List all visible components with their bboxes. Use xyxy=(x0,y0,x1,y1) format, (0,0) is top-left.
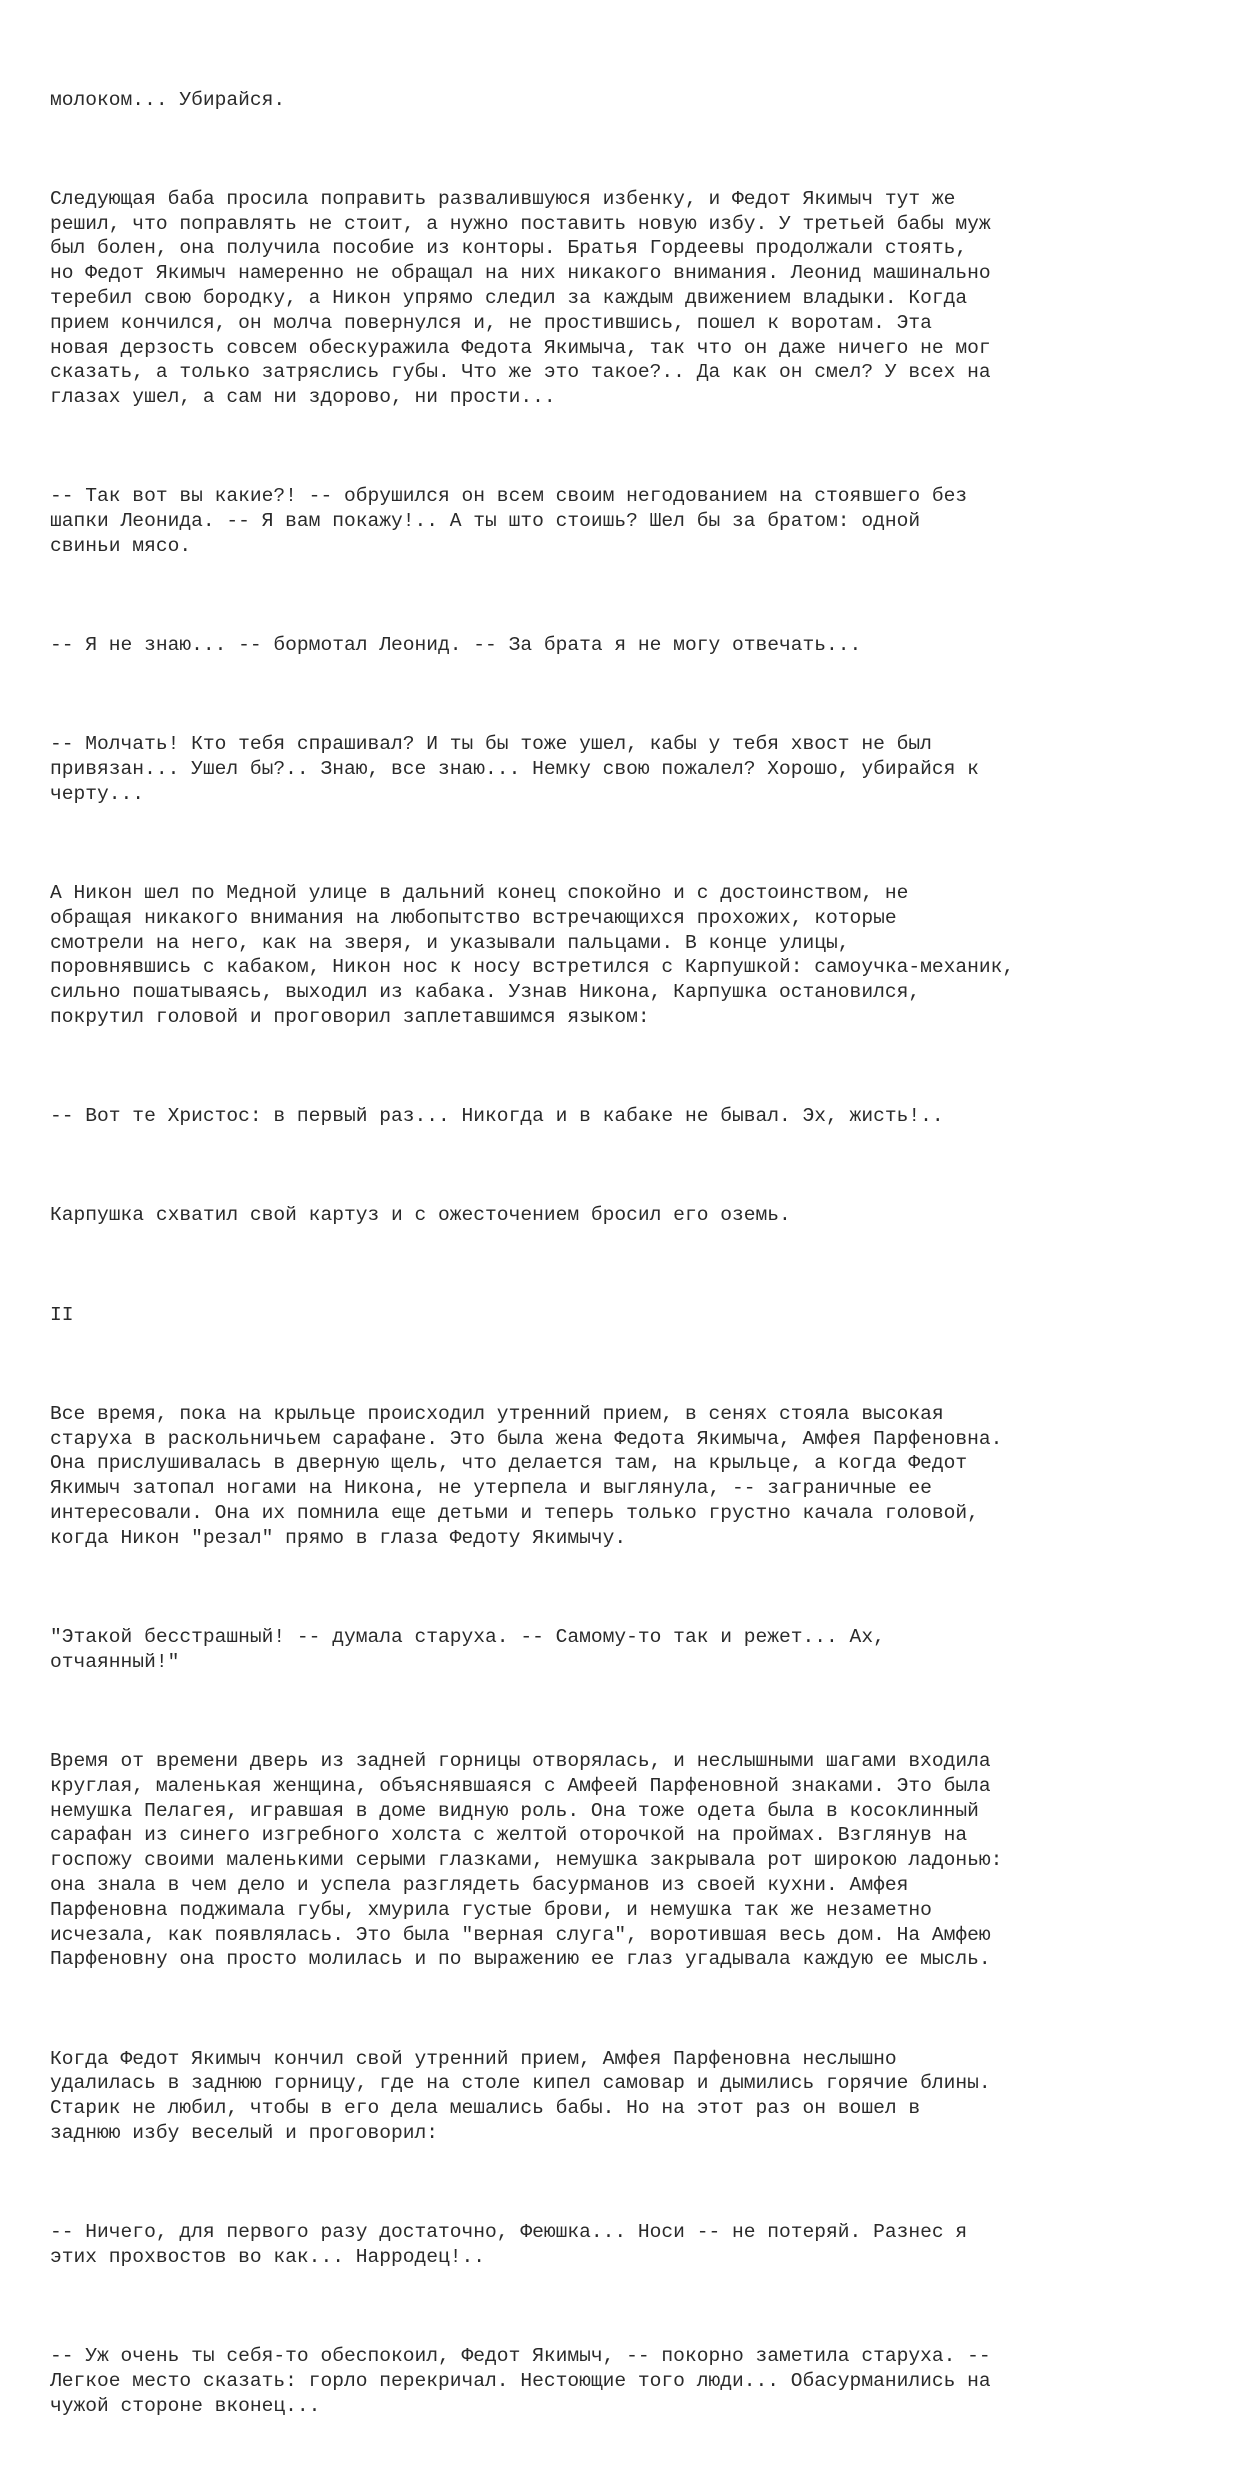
paragraph-14: -- Ничего, для первого разу достаточно, Феюшка... Носи -- не потеряй. Разнес я этих прохвостов во как... Нарродец!.. xyxy=(50,2221,968,2268)
paragraph-4: -- Я не знаю... -- бормотал Леонид. -- За брата я не могу отвечать... xyxy=(50,634,862,657)
paragraph-15: -- Уж очень ты себя-то обеспокоил, Федот Якимыч, -- покорно заметила старуха. -- Легкое место сказать: горло перекричал. Нестоющие того люди... Обасурманились на чужой стороне вконец... xyxy=(50,2345,991,2417)
paragraph-6: А Никон шел по Медной улице в дальний конец спокойно и с достоинством, не обращая никакого внимания на любопытство встречающихся прохожих, которые смотрели на него, как на зверя, и указывали пальцами. В конце улицы, поровнявшись с кабаком, Никон нос к носу встретился с Карпушкой: самоучка-механик, сильно пошатываясь, выходил из кабака. Узнав Никона, Карпушка остановился, покрутил головой и проговорил заплетавшимся языком: xyxy=(50,882,1015,1029)
paragraph-10: Все время, пока на крыльце происходил утренний прием, в сенях стояла высокая старуха в раскольничьем сарафане. Это была жена Федота Якимыча, Амфея Парфеновна. Она прислушивалась в дверную щель, что делается там, на крыльце, а когда Федот Якимыч затопал ногами на Никона, не утерпела и выглянула, -- заграничные ее интересовали. Она их помнила еще детьми и теперь только грустно качала головой, когда Никон "резал" прямо в глаза Федоту Якимычу. xyxy=(50,1402,1003,1549)
paragraph-5: -- Молчать! Кто тебя спрашивал? И ты бы тоже ушел, кабы у тебя хвост не был привязан... Ушел бы?.. Знаю, все знаю... Немку свою пожалел? Хорошо, убирайся к черту... xyxy=(50,733,979,805)
paragraph-13: Когда Федот Якимыч кончил свой утренний прием, Амфея Парфеновна неслышно удалилась в заднюю горницу, где на столе кипел самовар и дымились горячие блины. Старик не любил, чтобы в его дела мешались бабы. Но на этот раз он вошел в заднюю избу веселый и проговорил: xyxy=(50,2047,991,2144)
paragraph-11: "Этакой бесстрашный! -- думала старуха. -- Самому-то так и режет... Ах, отчаянный!" xyxy=(50,1626,885,1673)
document-page xyxy=(50,38,1200,2468)
chapter-heading: II xyxy=(50,1303,74,1326)
paragraph-2: Следующая баба просила поправить развалившуюся избенку, и Федот Якимыч тут же решил, что поправлять не стоит, а нужно поставить новую избу. У третьей бабы муж был болен, она получила пособие из конторы. Братья Гордеевы продолжали стоять, но Федот Якимыч намеренно не обращал на них никакого внимания. Леонид машинально теребил свою бородку, а Никон упрямо следил за каждым движением владыки. Когда прием кончился, он молча повернулся и, не простившись, пошел к воротам. Эта новая дерзость совсем обескуражила Федота Якимыча, так что он даже ничего не мог сказать, а только затряслись губы. Что же это такое?.. Да как он смел? У всех на глазах ушел, а сам ни здорово, ни прости... xyxy=(50,187,991,409)
paragraph-12: Время от времени дверь из задней горницы отворялась, и неслышными шагами входила круглая, маленькая женщина, объяснявшаяся с Амфеей Парфеновной знаками. Это была немушка Пелагея, игравшая в доме видную роль. Она тоже одета была в косоклинный сарафан из синего изгребного холста с желтой оторочкой на проймах. Взглянув на госпожу своими маленькими серыми глазками, немушка закрывала рот широкою ладонью: она знала в чем дело и успела разглядеть басурманов из своей кухни. Амфея Парфеновна поджимала губы, хмурила густые брови, и немушка так же незаметно исчезала, как появлялась. Это была "верная слуга", воротившая весь дом. На Амфею Парфеновну она просто молилась и по выражению ее глаз угадывала каждую ее мысль. xyxy=(50,1749,1003,1971)
paragraph-1: молоком... Убирайся. xyxy=(50,88,286,111)
paragraph-7: -- Вот те Христос: в первый раз... Никогда и в кабаке не бывал. Эх, жисть!.. xyxy=(50,1105,944,1128)
paragraph-8: Карпушка схватил свой картуз и с ожесточением бросил его оземь. xyxy=(50,1204,791,1227)
paragraph-3: -- Так вот вы какие?! -- обрушился он всем своим негодованием на стоявшего без шапки Леонида. -- Я вам покажу!.. А ты што стоишь? Шел бы за братом: одной свиньи мясо. xyxy=(50,485,968,557)
